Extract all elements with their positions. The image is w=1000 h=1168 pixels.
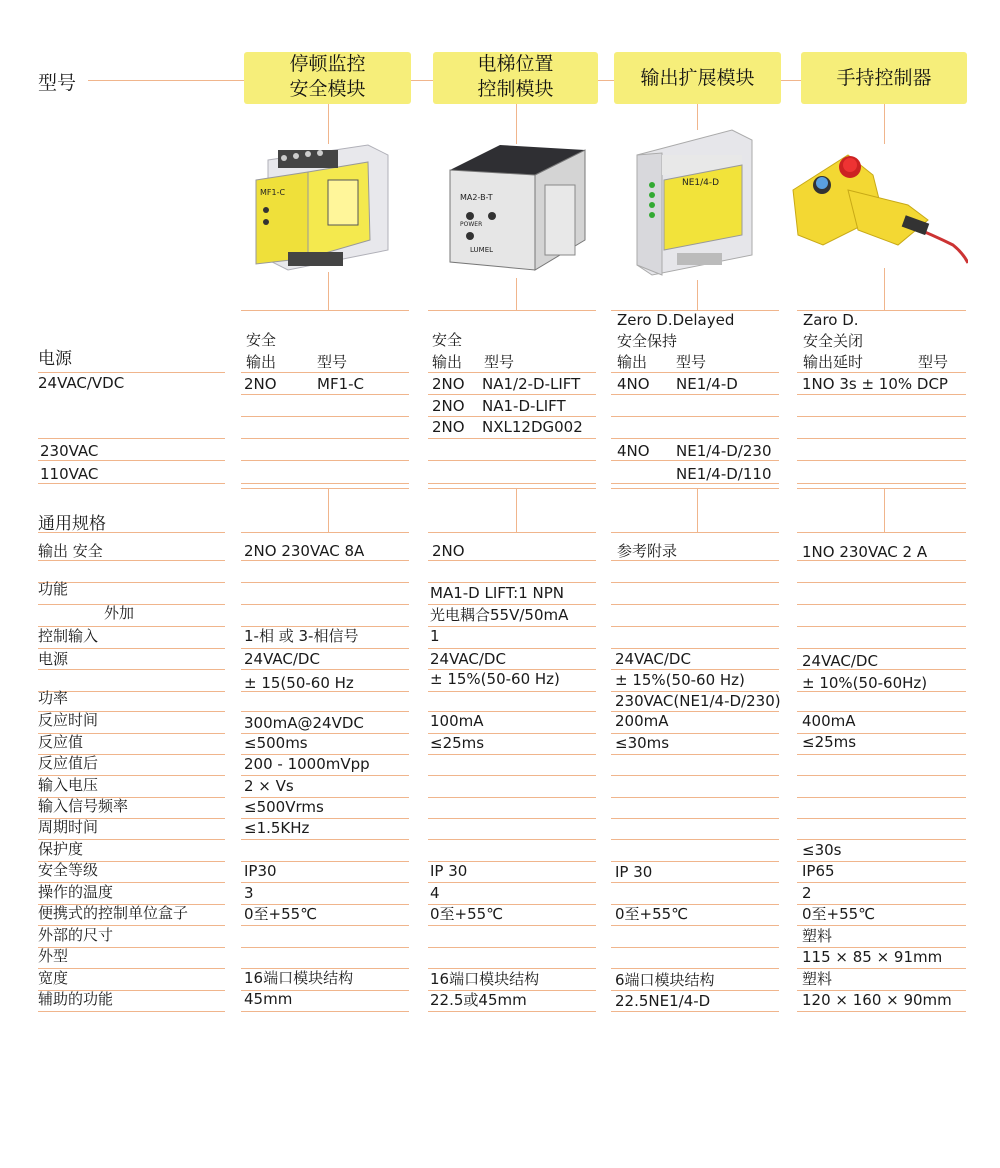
- connector-line: [697, 280, 698, 310]
- c3-heading-model: 型号: [676, 353, 707, 371]
- c2-value: 2NO: [432, 542, 465, 560]
- table-rule: [241, 460, 409, 461]
- column-header-handheld: 手持控制器: [801, 52, 967, 104]
- c3-output: 4NO: [617, 442, 650, 460]
- table-rule: [241, 394, 409, 395]
- c1-value: 1-相 或 3-相信号: [244, 627, 359, 645]
- table-rule: [38, 669, 225, 670]
- connector-line: [697, 488, 698, 532]
- c3-value: 22.5NE1/4-D: [615, 992, 711, 1010]
- table-rule: [241, 604, 409, 605]
- table-rule: [241, 947, 409, 948]
- connector-line: [884, 488, 885, 532]
- table-rule: [38, 460, 225, 461]
- c2-value: 24VAC/DC: [430, 650, 506, 668]
- c3-value: 参考附录: [617, 542, 678, 560]
- table-rule: [611, 754, 779, 755]
- table-rule: [797, 754, 966, 755]
- table-rule: [428, 372, 596, 373]
- c3-model: NE1/4-D: [676, 375, 738, 393]
- connector-line: [516, 278, 517, 310]
- c3-heading-hold: 安全保持: [617, 332, 678, 350]
- label-input-voltage: 输入电压: [38, 776, 99, 794]
- table-rule: [797, 775, 966, 776]
- table-rule: [241, 648, 409, 649]
- table-rule: [611, 372, 779, 373]
- table-rule: [797, 818, 966, 819]
- label-24vac: 24VAC/VDC: [38, 374, 125, 392]
- c2-output: 2NO: [432, 418, 465, 436]
- table-rule: [428, 532, 596, 533]
- table-rule: [611, 775, 779, 776]
- c4-heading-off: 安全关闭: [803, 332, 864, 350]
- table-rule: [611, 604, 779, 605]
- c2-value: ≤25ms: [430, 734, 485, 752]
- table-rule: [611, 818, 779, 819]
- c1-heading-output: 输出: [246, 353, 277, 371]
- table-rule: [38, 483, 225, 484]
- table-rule: [428, 925, 596, 926]
- c4-value: 115 × 85 × 91mm: [802, 948, 943, 966]
- table-rule: [428, 691, 596, 692]
- c4-heading-delay: 输出延时: [803, 353, 864, 371]
- c1-output: 2NO: [244, 375, 277, 393]
- column-header-ma2: 电梯位置 控制模块: [433, 52, 598, 104]
- table-rule: [797, 416, 966, 417]
- table-rule: [611, 488, 779, 489]
- table-rule: [241, 669, 409, 670]
- table-rule: [241, 560, 409, 561]
- c4-value: ≤30s: [802, 841, 842, 859]
- product-image-ne: [622, 125, 757, 280]
- c2-value: 22.5或45mm: [430, 991, 527, 1009]
- label-input-frequency: 输入信号频率: [38, 797, 129, 815]
- mf1-printed-label: MF1-C: [260, 188, 286, 197]
- c3-model: NE1/4-D/230: [676, 442, 772, 460]
- label-supply: 电源: [38, 650, 69, 668]
- table-rule: [38, 438, 225, 439]
- table-rule: [428, 488, 596, 489]
- c4-value: ≤25ms: [802, 733, 857, 751]
- c1-value: 2 × Vs: [244, 777, 294, 795]
- c1-heading-safety: 安全: [246, 331, 277, 349]
- table-rule: [428, 438, 596, 439]
- table-rule: [611, 990, 779, 991]
- table-rule: [241, 372, 409, 373]
- table-rule: [611, 797, 779, 798]
- label-output-safety: 输出 安全: [38, 542, 103, 560]
- c4-value: 1NO 230VAC 2 A: [802, 543, 928, 561]
- ne-printed-label: NE1/4-D: [682, 178, 720, 188]
- table-rule: [611, 861, 779, 862]
- c3-heading-output: 输出: [617, 353, 648, 371]
- c2-model: NA1/2-D-LIFT: [482, 375, 581, 393]
- table-rule: [428, 775, 596, 776]
- label-general-spec: 通用规格: [38, 514, 106, 534]
- label-control-input: 控制输入: [38, 627, 99, 645]
- table-rule: [797, 604, 966, 605]
- table-rule: [428, 797, 596, 798]
- connector-line: [884, 268, 885, 310]
- table-rule: [611, 839, 779, 840]
- table-rule: [797, 839, 966, 840]
- c1-value: ≤500ms: [244, 734, 308, 752]
- model-leader-line: [598, 80, 614, 81]
- label-width: 宽度: [38, 969, 69, 987]
- c4-heading-zaro: Zaro D.: [803, 311, 859, 329]
- c3-output: 4NO: [617, 375, 650, 393]
- table-rule: [611, 968, 779, 969]
- table-rule: [797, 626, 966, 627]
- table-rule: [611, 582, 779, 583]
- c3-value: 24VAC/DC: [615, 650, 691, 668]
- table-rule: [611, 947, 779, 948]
- table-rule: [611, 560, 779, 561]
- table-rule: [38, 560, 225, 561]
- c2-model: NXL12DG002: [482, 418, 583, 436]
- model-leader-line: [88, 80, 244, 81]
- connector-line: [516, 488, 517, 532]
- column-header-ne: 输出扩展模块: [614, 52, 781, 104]
- table-rule: [611, 882, 779, 883]
- c2-value: IP 30: [430, 862, 468, 880]
- c4-value: 120 × 160 × 90mm: [802, 991, 952, 1009]
- c3-value: 0至+55℃: [615, 905, 689, 923]
- table-rule: [241, 925, 409, 926]
- table-rule: [797, 582, 966, 583]
- c3-value: ≤30ms: [615, 734, 670, 752]
- table-rule: [38, 648, 225, 649]
- table-rule: [611, 648, 779, 649]
- label-safety-class: 安全等级: [38, 861, 99, 879]
- c3-model: NE1/4-D/110: [676, 465, 772, 483]
- c4-value: 2: [802, 884, 812, 902]
- label-shape: 外型: [38, 947, 69, 965]
- table-rule: [797, 882, 966, 883]
- c1-model: MF1-C: [317, 375, 364, 393]
- table-rule: [428, 582, 596, 583]
- table-rule: [38, 372, 225, 373]
- table-rule: [611, 483, 779, 484]
- table-rule: [241, 488, 409, 489]
- c1-value: 45mm: [244, 990, 293, 1008]
- c2-value: MA1-D LIFT:1 NPN: [430, 584, 564, 602]
- table-rule: [428, 947, 596, 948]
- c2-heading-model: 型号: [484, 353, 515, 371]
- c1-value: IP30: [244, 862, 277, 880]
- ma2-printed-label: MA2-B-T: [460, 193, 493, 202]
- table-rule: [241, 882, 409, 883]
- c4-value: 塑料: [802, 970, 833, 988]
- model-leader-line: [781, 80, 801, 81]
- table-rule: [428, 882, 596, 883]
- table-rule: [428, 460, 596, 461]
- table-rule: [241, 483, 409, 484]
- table-rule: [611, 1011, 779, 1012]
- c3-value: 6端口模块结构: [615, 971, 715, 989]
- c2-model: NA1-D-LIFT: [482, 397, 566, 415]
- table-rule: [797, 372, 966, 373]
- label-response-after: 反应值后: [38, 754, 99, 772]
- table-rule: [797, 532, 966, 533]
- table-rule: [38, 1011, 225, 1012]
- table-rule: [797, 925, 966, 926]
- c2-output: 2NO: [432, 397, 465, 415]
- label-additional: 外加: [104, 604, 135, 622]
- table-rule: [428, 839, 596, 840]
- c2-value: ± 15%(50-60 Hz): [430, 670, 560, 688]
- c3-heading-zero: Zero D.Delayed: [617, 311, 735, 329]
- c1-value: 300mA@24VDC: [244, 714, 364, 732]
- c1-value: 3: [244, 884, 254, 902]
- c2-value: 16端口模块结构: [430, 970, 540, 988]
- table-rule: [241, 582, 409, 583]
- c4-value: 塑料: [802, 927, 833, 945]
- connector-line: [328, 272, 329, 310]
- product-image-handheld: [788, 135, 968, 265]
- table-rule: [241, 839, 409, 840]
- c1-value: 2NO 230VAC 8A: [244, 542, 365, 560]
- table-rule: [797, 968, 966, 969]
- label-protection: 保护度: [38, 840, 84, 858]
- c3-value: IP 30: [615, 863, 653, 881]
- label-cycle-time: 周期时间: [38, 818, 99, 836]
- c4-value: ± 10%(50-60Hz): [802, 674, 928, 692]
- c2-value: 光电耦合55V/50mA: [430, 606, 569, 624]
- label-power: 功率: [38, 689, 69, 707]
- table-rule: [797, 648, 966, 649]
- c2-heading-safety: 安全: [432, 331, 463, 349]
- table-rule: [428, 968, 596, 969]
- label-aux-function: 辅助的功能: [38, 990, 114, 1008]
- table-rule: [241, 438, 409, 439]
- model-leader-line: [411, 80, 433, 81]
- table-rule: [428, 416, 596, 417]
- table-rule: [611, 438, 779, 439]
- c4-value: IP65: [802, 862, 835, 880]
- table-rule: [611, 532, 779, 533]
- c3-value: 200mA: [615, 712, 669, 730]
- c1-value: 200 - 1000mVpp: [244, 755, 370, 773]
- label-power-section: 电源: [38, 349, 72, 369]
- c4-value: 0至+55℃: [802, 905, 876, 923]
- table-rule: [428, 626, 596, 627]
- c4-heading-model: 型号: [918, 353, 949, 371]
- label-external-size: 外部的尺寸: [38, 926, 114, 944]
- table-rule: [797, 438, 966, 439]
- table-rule: [797, 483, 966, 484]
- table-rule: [428, 394, 596, 395]
- table-rule: [241, 310, 409, 311]
- product-image-mf1: [248, 140, 393, 275]
- table-rule: [428, 818, 596, 819]
- table-rule: [241, 1011, 409, 1012]
- label-function: 功能: [38, 580, 69, 598]
- c4-value: 24VAC/DC: [802, 652, 878, 670]
- c1-value: ± 15(50-60 Hz: [244, 674, 354, 692]
- table-rule: [797, 797, 966, 798]
- c2-value: 0至+55℃: [430, 905, 504, 923]
- table-rule: [611, 925, 779, 926]
- label-230vac: 230VAC: [40, 442, 99, 460]
- table-rule: [428, 648, 596, 649]
- table-rule: [428, 754, 596, 755]
- table-rule: [428, 483, 596, 484]
- table-rule: [241, 416, 409, 417]
- table-rule: [241, 532, 409, 533]
- c1-value: ≤500Vrms: [244, 798, 324, 816]
- product-image-ma2: [440, 130, 590, 278]
- connector-line: [328, 104, 329, 144]
- ma2-brand-label: LUMEL: [470, 246, 494, 254]
- c2-value: 100mA: [430, 712, 484, 730]
- label-op-temp: 操作的温度: [38, 883, 114, 901]
- c2-output: 2NO: [432, 375, 465, 393]
- c3-value: ± 15%(50-60 Hz): [615, 671, 745, 689]
- table-rule: [611, 460, 779, 461]
- table-rule: [611, 626, 779, 627]
- table-rule: [428, 1011, 596, 1012]
- c1-value: ≤1.5KHz: [244, 819, 310, 837]
- c2-heading-output: 输出: [432, 353, 463, 371]
- c2-value: 1: [430, 627, 440, 645]
- c1-value: 0至+55℃: [244, 905, 318, 923]
- table-rule: [611, 394, 779, 395]
- table-rule: [241, 775, 409, 776]
- table-rule: [428, 604, 596, 605]
- table-rule: [611, 669, 779, 670]
- label-response-value: 反应值: [38, 733, 84, 751]
- column-header-mf1: 停顿监控 安全模块: [244, 52, 411, 104]
- table-rule: [428, 310, 596, 311]
- connector-line: [328, 488, 329, 532]
- c4-value: 400mA: [802, 712, 856, 730]
- c1-heading-model: 型号: [317, 353, 348, 371]
- label-110vac: 110VAC: [40, 465, 99, 483]
- label-response-time: 反应时间: [38, 711, 99, 729]
- table-rule: [611, 416, 779, 417]
- table-rule: [797, 488, 966, 489]
- c3-value: 230VAC(NE1/4-D/230): [615, 692, 781, 710]
- table-rule: [428, 560, 596, 561]
- ma2-power-label: POWER: [460, 221, 483, 228]
- table-rule: [797, 1011, 966, 1012]
- c1-value: 16端口模块结构: [244, 969, 354, 987]
- table-rule: [797, 394, 966, 395]
- table-rule: [797, 460, 966, 461]
- c4-output: 1NO 3s ± 10% DCP: [802, 375, 948, 393]
- label-portable-box: 便携式的控制单位盒子: [38, 904, 189, 922]
- c1-value: 24VAC/DC: [244, 650, 320, 668]
- c2-value: 4: [430, 884, 440, 902]
- model-row-label: 型号: [38, 72, 77, 94]
- table-rule: [241, 711, 409, 712]
